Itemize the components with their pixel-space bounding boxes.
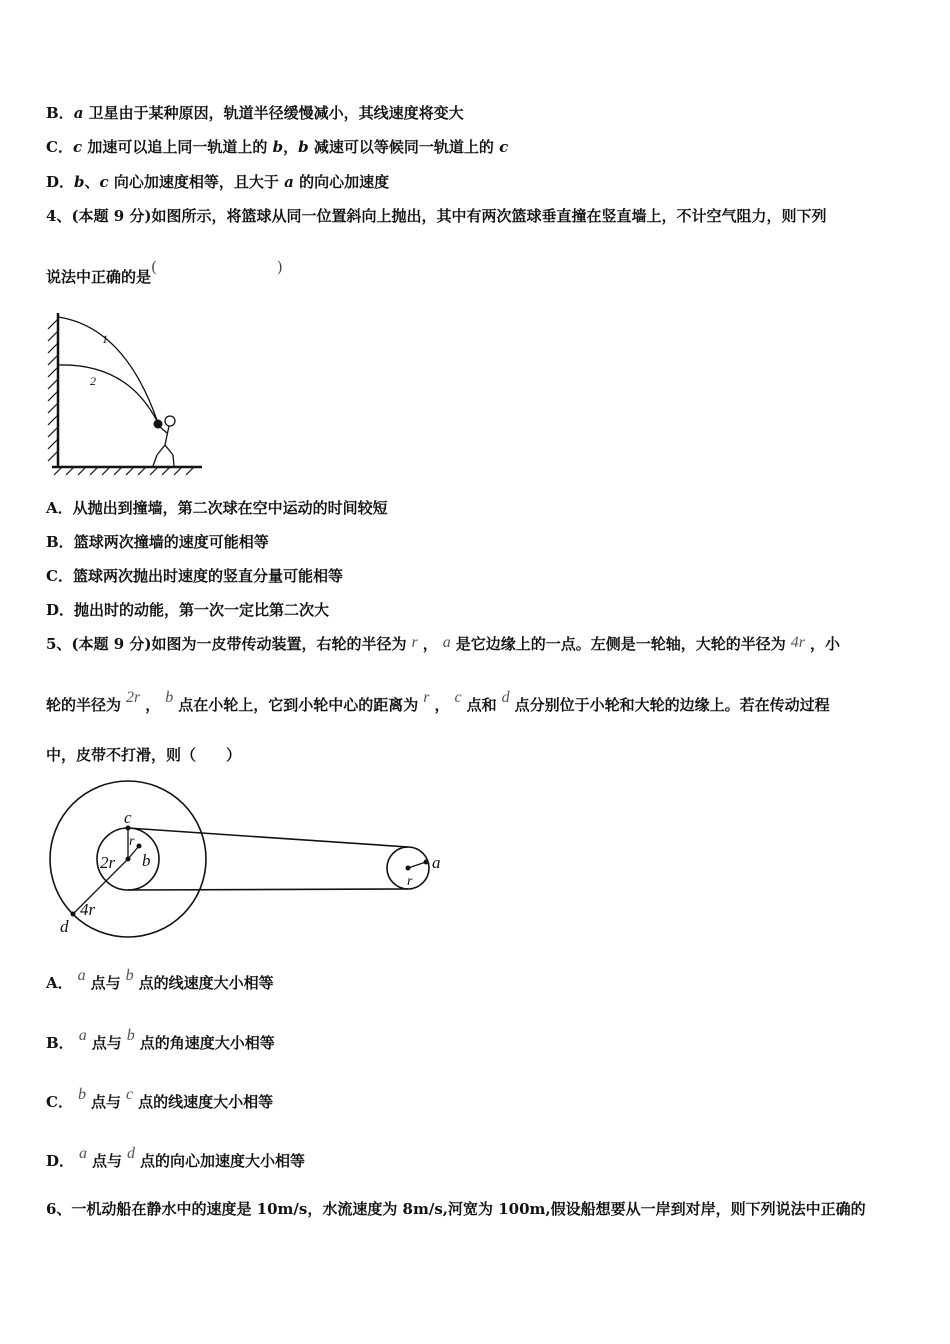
trajectory-1-label: 1 — [102, 332, 108, 346]
belt-top — [128, 828, 408, 847]
label-4r: 4r — [80, 900, 96, 919]
q4-option-b: B．篮球两次撞墙的速度可能相等 — [46, 533, 269, 551]
label-d: d — [60, 917, 69, 936]
wall-hatching — [48, 319, 58, 461]
q5-option-c: C． b 点与 c 点的线速度大小相等 — [46, 1086, 274, 1111]
q4-option-a: A．从抛出到撞墙，第二次球在空中运动的时间较短 — [46, 499, 388, 517]
q5-option-d: D． a 点与 d 点的向心加速度大小相等 — [46, 1145, 306, 1170]
person-head — [165, 416, 175, 426]
center-point — [126, 857, 131, 862]
q6-stem: 6、一机动船在静水中的速度是 10m/s，水流速度为 8m/s,河宽为 100m,假设船想要从一岸到对岸，则下列说法中正确的 — [46, 1200, 866, 1218]
q5-option-b: B． a 点与 b 点的角速度大小相等 — [46, 1027, 275, 1052]
point-d — [71, 912, 76, 917]
q3-option-d: D．b、c 向心加速度相等，且大于 a 的向心加速度 — [46, 173, 390, 191]
trajectory-1 — [58, 317, 158, 423]
label-b: b — [142, 851, 151, 870]
q5-stem-line2: 轮的半径为 2r ， b 点在小轮上，它到小轮中心的距离为 r ， c 点和 d 点分别位于小轮和大轮的边缘上。若在传动过程 — [46, 689, 830, 714]
label-a: a — [432, 853, 441, 872]
q5-option-a: A． a 点与 b 点的线速度大小相等 — [46, 967, 274, 992]
answer-parenthesis: ( ) — [151, 258, 313, 276]
trajectory-2 — [58, 365, 158, 423]
q5-figure-belt-drive — [40, 780, 460, 940]
label-r-right: r — [407, 874, 413, 889]
belt-bottom — [128, 889, 408, 890]
label-c: c — [124, 808, 132, 827]
point-a — [424, 860, 429, 865]
point-b — [137, 844, 142, 849]
q4-stem-line2: 说法中正确的是( ) — [46, 258, 313, 286]
q5-stem-line1: 5、(本题 9 分)如图为一皮带传动装置，右轮的半径为 r ， a 是它边缘上的一点。左侧是一轮轴，大轮的半径为 4r ，小 — [46, 634, 841, 653]
q4-option-c: C．篮球两次抛出时速度的竖直分量可能相等 — [46, 567, 343, 585]
q3-option-c: C．c 加速可以追上同一轨道上的 b，b 减速可以等候同一轨道上的 c — [46, 138, 509, 156]
label-2r: 2r — [100, 853, 116, 872]
q3-option-b: B．a 卫星由于某种原因，轨道半径缓慢减小，其线速度将变大 — [46, 104, 464, 122]
trajectory-2-label: 2 — [90, 374, 96, 388]
person-body — [153, 426, 174, 466]
q4-option-d: D．抛出时的动能，第一次一定比第二次大 — [46, 601, 330, 619]
q5-stem-line3: 中，皮带不打滑，则（ ） — [46, 746, 242, 764]
label-r-small: r — [129, 834, 135, 849]
q4-figure-basketball-wall — [40, 305, 210, 477]
q4-stem-line1: 4、(本题 9 分)如图所示，将篮球从同一位置斜向上抛出，其中有两次篮球垂直撞在竖直墙上，不计空气阻力，则下列 — [46, 207, 827, 225]
right-center — [406, 866, 411, 871]
